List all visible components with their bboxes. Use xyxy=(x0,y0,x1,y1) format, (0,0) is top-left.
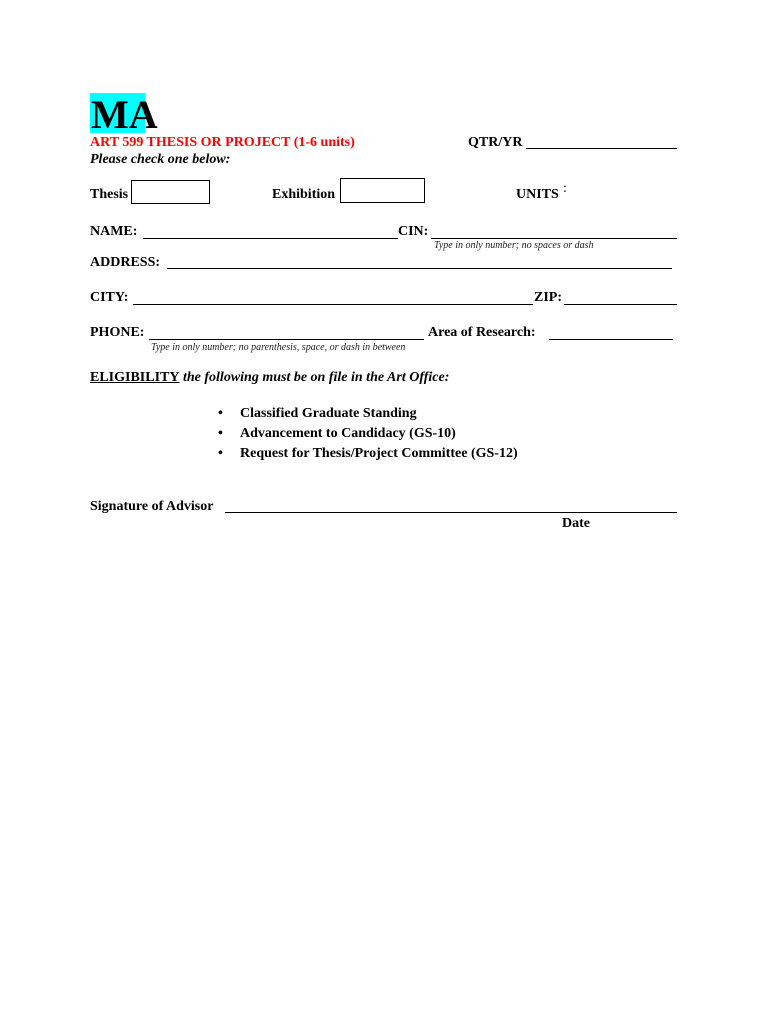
units-label: UNITS xyxy=(516,187,559,202)
advisor-signature-field[interactable] xyxy=(225,512,677,513)
cin-hint: Type in only number; no spaces or dash xyxy=(434,240,594,251)
name-label: NAME: xyxy=(90,224,138,239)
eligibility-subheading: the following must be on file in the Art Office: xyxy=(182,370,450,385)
list-item xyxy=(218,444,518,464)
name-field[interactable] xyxy=(143,238,398,239)
list-item xyxy=(218,424,518,444)
ma-degree-label: MA xyxy=(91,92,158,137)
address-label: ADDRESS: xyxy=(90,255,161,270)
cin-label: CIN: xyxy=(398,224,429,239)
eligibility-item: Classified Graduate Standing xyxy=(240,406,417,421)
check-instruction: Please check one below: xyxy=(90,152,231,167)
phone-hint: Type in only number; no parenthesis, space, or dash in between xyxy=(151,342,406,353)
eligibility-list xyxy=(218,404,518,464)
eligibility-item: Advancement to Candidacy (GS-10) xyxy=(240,426,456,441)
thesis-label: Thesis xyxy=(90,187,129,202)
zip-field[interactable] xyxy=(564,304,677,305)
exhibition-label: Exhibition xyxy=(272,187,336,202)
phone-label: PHONE: xyxy=(90,325,145,340)
city-field[interactable] xyxy=(133,304,533,305)
units-field[interactable] xyxy=(572,182,652,200)
units-colon: : xyxy=(563,181,567,196)
zip-label: ZIP: xyxy=(534,290,562,305)
research-field[interactable] xyxy=(549,339,673,340)
course-title: ART 599 THESIS OR PROJECT (1-6 units) xyxy=(90,135,355,150)
bullet-icon: • xyxy=(218,446,223,461)
research-label: Area of Research: xyxy=(428,325,536,340)
eligibility-heading-row xyxy=(90,370,449,386)
eligibility-item: Request for Thesis/Project Committee (GS-12) xyxy=(240,446,518,461)
city-label: CITY: xyxy=(90,290,129,305)
bullet-icon: • xyxy=(218,406,223,421)
cin-field[interactable] xyxy=(431,238,677,239)
exhibition-checkbox[interactable] xyxy=(340,178,425,203)
qtr-yr-field[interactable] xyxy=(526,148,677,149)
eligibility-heading: ELIGIBILITY xyxy=(90,370,180,385)
date-label: Date xyxy=(562,516,590,531)
list-item xyxy=(218,404,518,424)
bullet-icon: • xyxy=(218,426,223,441)
phone-field[interactable] xyxy=(149,339,424,340)
thesis-checkbox[interactable] xyxy=(131,180,210,204)
address-field[interactable] xyxy=(167,268,672,269)
qtr-yr-label: QTR/YR xyxy=(468,135,523,150)
advisor-signature-label: Signature of Advisor xyxy=(90,499,214,514)
